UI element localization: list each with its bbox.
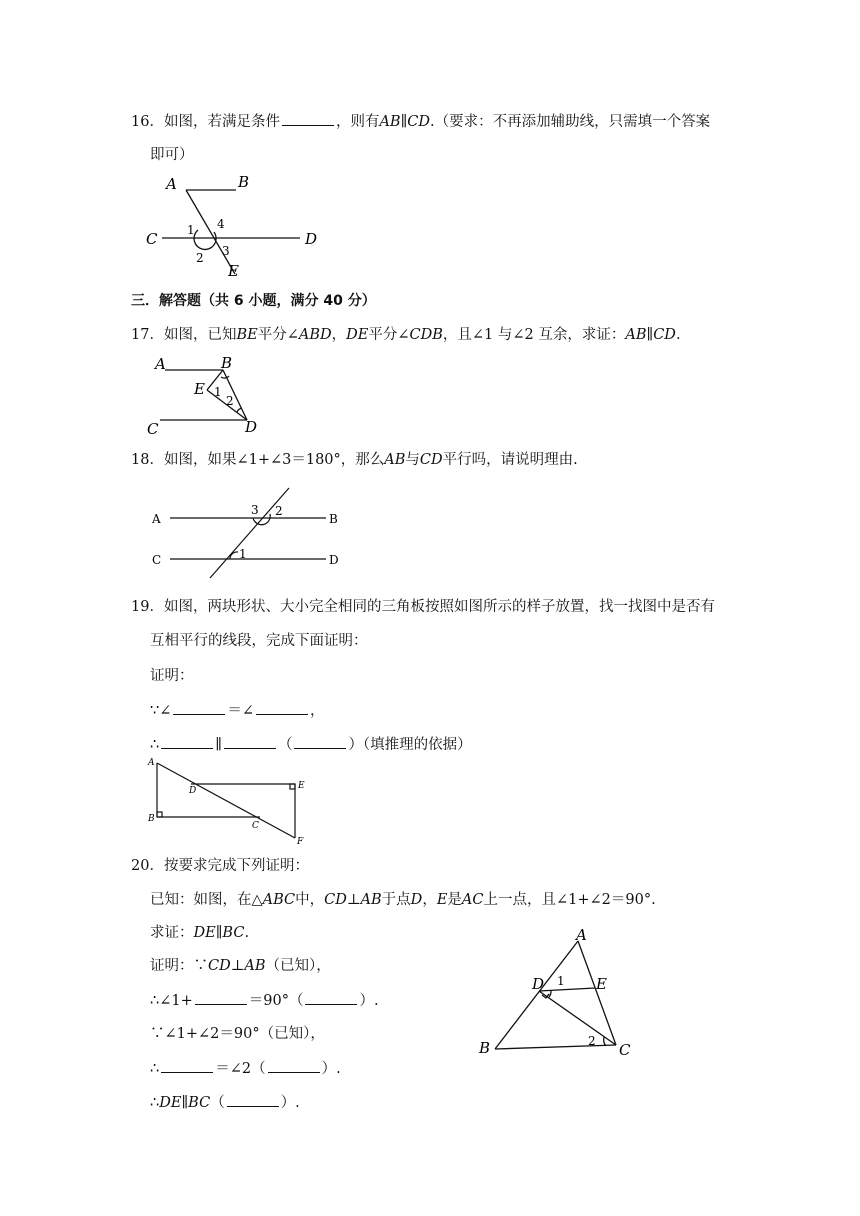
q17-angle-2: 2 [226, 394, 234, 408]
q20-label-D: D [532, 975, 545, 993]
q18-angle-2: 2 [275, 504, 283, 518]
q17-line1: 17．如图，已知BE平分∠ABD，DE平分∠CDB，且∠1 与∠2 互余，求证：AB∥CD. [131, 327, 681, 343]
q19-blank-seg1[interactable] [161, 734, 213, 749]
q19-line5: ∴ ∥ （ ）（填推理的依据） [150, 734, 472, 755]
q16-line2: 即可） [150, 147, 194, 163]
q17-label-A: A [155, 355, 166, 373]
q20-label-B: B [479, 1039, 491, 1057]
q16-label-C: C [146, 230, 158, 248]
q19-blank-reason[interactable] [294, 734, 346, 749]
q17-figure [145, 352, 285, 437]
q20-line1: 20．按要求完成下列证明： [131, 858, 309, 874]
q20-angle-1: 1 [557, 974, 565, 988]
q20-angle-2: 2 [588, 1034, 596, 1048]
q17-label-E: E [194, 380, 205, 398]
q18-label-C: C [152, 553, 162, 567]
q19-blank-angle1[interactable] [173, 700, 225, 715]
section-title: 三．解答题（共 6 小题，满分 40 分） [131, 293, 376, 309]
q19-label-E: E [298, 781, 305, 791]
q20-label-C: C [619, 1041, 631, 1059]
q16-label-D: D [305, 230, 318, 248]
q18-line1: 18．如图，如果∠1+∠3＝180°，那么AB与CD平行吗，请说明理由. [131, 452, 578, 468]
q20-proof-step5: ∴DE∥BC（ ）. [150, 1092, 300, 1113]
q19-blank-angle2[interactable] [256, 700, 308, 715]
q19-label-D: D [189, 786, 197, 796]
q20-given: 已知：如图，在△ABC中，CD⊥AB于点D，E是AC上一点，且∠1+∠2＝90°. [150, 892, 656, 908]
q19-line3: 证明： [150, 668, 194, 684]
q19-blank-seg2[interactable] [224, 734, 276, 749]
q19-line2: 互相平行的线段，完成下面证明： [150, 633, 368, 649]
q16-number: 16． [131, 114, 164, 130]
q18-label-B: B [329, 512, 338, 526]
q16-angle-3: 3 [222, 244, 230, 258]
q16-angle-2: 2 [196, 251, 204, 265]
q20-prove: 求证：DE∥BC. [150, 925, 250, 941]
q16-label-A: A [166, 175, 177, 193]
q20-proof-step2: ∴∠1+ ＝90°（ ）. [150, 990, 379, 1011]
q16-label-E: E [228, 262, 239, 280]
q16-label-B: B [238, 173, 250, 191]
q18-label-A: A [152, 512, 161, 526]
q16-figure [140, 170, 340, 280]
q17-label-B: B [221, 354, 233, 372]
q17-label-D: D [245, 418, 258, 436]
q16-blank[interactable] [282, 111, 334, 126]
q19-label-B: B [148, 814, 155, 824]
q16-angle-1: 1 [187, 223, 195, 237]
q20-proof-step1: 证明：∵CD⊥AB（已知）， [150, 958, 331, 974]
q19-label-A: A [148, 758, 155, 768]
q20-label-A: A [576, 926, 587, 944]
q18-angle-3: 3 [251, 503, 259, 517]
q19-label-F: F [297, 837, 304, 847]
q20-blank-reason1[interactable] [305, 990, 357, 1005]
q19-label-C: C [252, 821, 259, 831]
q18-figure [148, 484, 358, 584]
q20-proof-step3: ∵∠1+∠2＝90°（已知）， [150, 1026, 325, 1042]
q19-line4: ∵∠ ＝∠ ， [150, 700, 325, 721]
q20-blank-reason2[interactable] [268, 1058, 320, 1073]
q20-label-E: E [596, 975, 607, 993]
q16-line1: 16．如图，若满足条件 ，则有AB∥CD.（要求：不再添加辅助线，只需填一个答案 [131, 111, 710, 132]
q17-label-C: C [147, 420, 159, 438]
q20-blank-angle[interactable] [195, 990, 247, 1005]
q16-angle-4: 4 [217, 217, 225, 231]
q18-angle-1: 1 [239, 547, 247, 561]
q17-angle-1: 1 [214, 385, 222, 399]
q20-figure [475, 925, 645, 1060]
q18-label-D: D [329, 553, 339, 567]
q20-proof-step4: ∴ ＝∠2（ ）. [150, 1058, 341, 1079]
q19-line1: 19．如图，两块形状、大小完全相同的三角板按照如图所示的样子放置，找一找图中是否有 [131, 599, 715, 615]
q19-figure [145, 757, 320, 847]
q20-blank-reason3[interactable] [227, 1092, 279, 1107]
q20-blank-angle2[interactable] [161, 1058, 213, 1073]
